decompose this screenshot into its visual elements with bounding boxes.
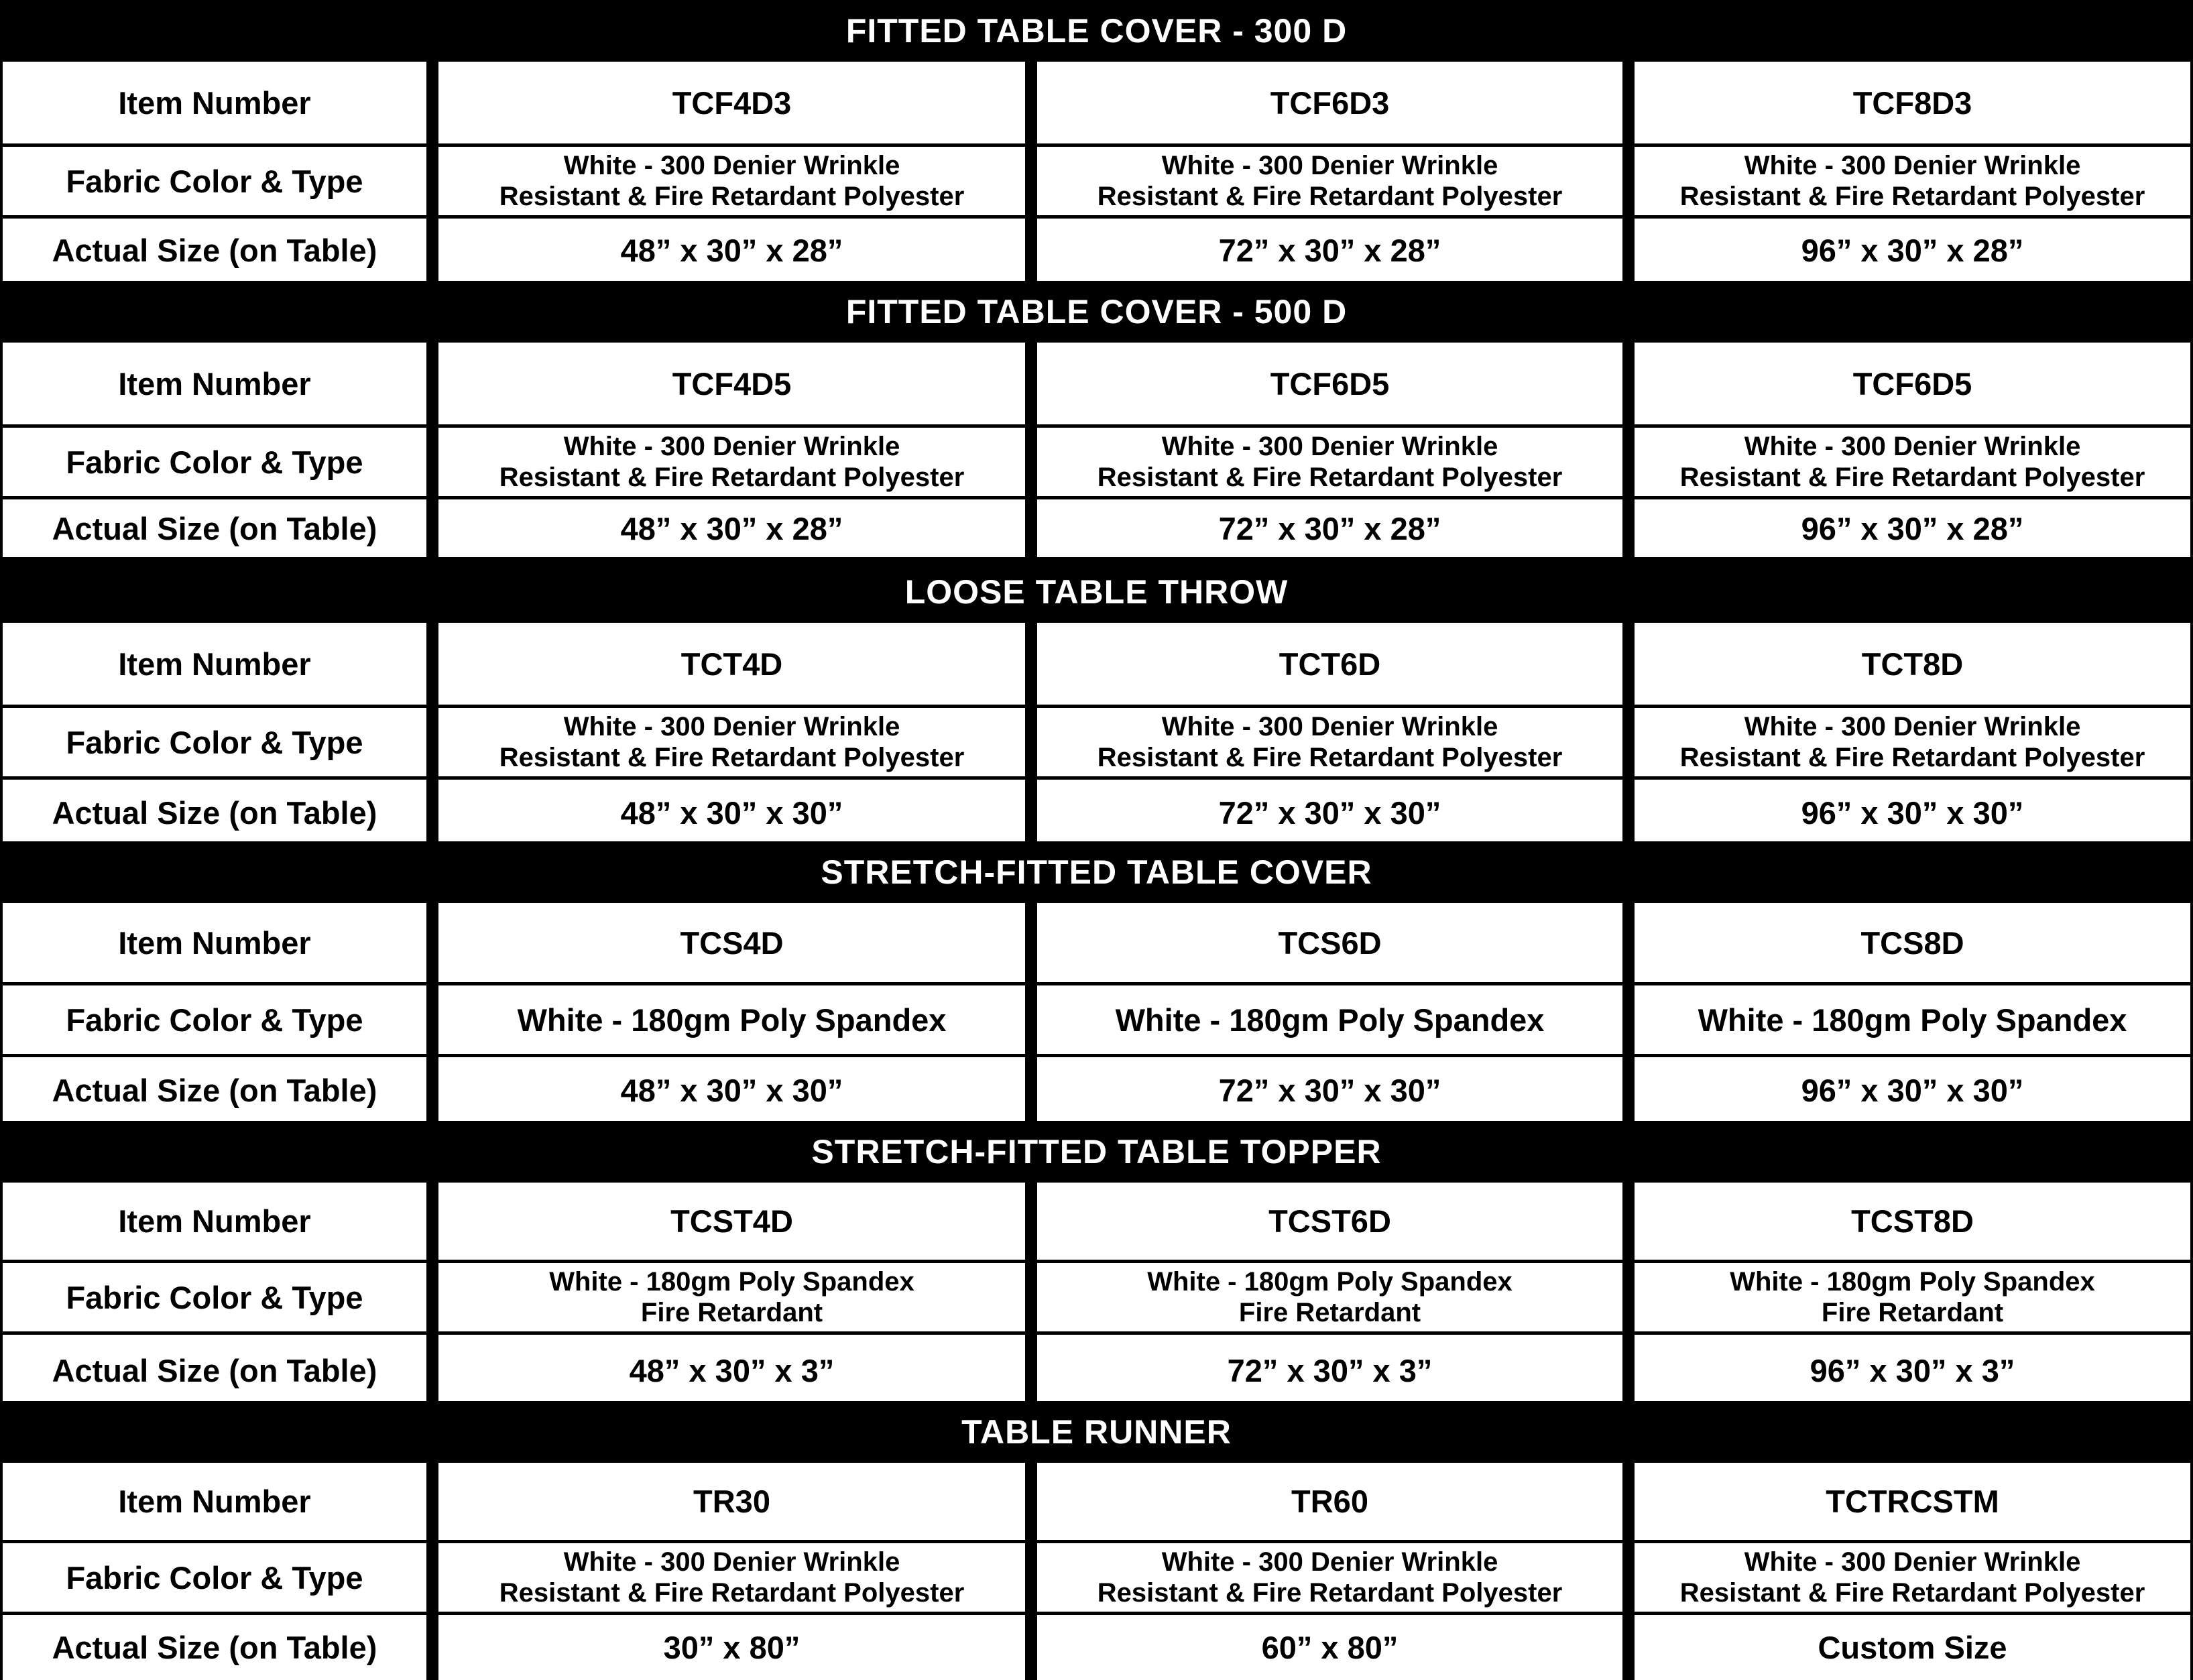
fabric-text	[1116, 1002, 1545, 1038]
row-label	[3, 903, 426, 982]
item-number-cell	[1635, 62, 2190, 143]
row-label	[3, 62, 426, 143]
item-number: TR60	[1291, 1484, 1368, 1519]
item-number-cell	[1037, 1463, 1622, 1540]
row-label	[3, 708, 426, 776]
row-label-text: Item Number	[118, 1484, 311, 1519]
actual-size: 72” x 30” x 30”	[1218, 794, 1441, 831]
item-number: TCST6D	[1268, 1203, 1391, 1239]
fabric-line: Fire Retardant	[1238, 1298, 1421, 1327]
item-number-cell	[1037, 903, 1622, 982]
row-label	[3, 1615, 426, 1680]
fabric-line: Resistant & Fire Retardant Polyester	[499, 1578, 965, 1608]
actual-size: 72” x 30” x 30”	[1218, 1072, 1441, 1108]
row-label	[3, 499, 426, 557]
fabric-text	[1698, 1002, 2127, 1038]
fabric-text	[1680, 150, 2145, 212]
actual-size: 48” x 30” x 30”	[620, 794, 843, 831]
size-cell	[1635, 780, 2190, 845]
fabric-line: Resistant & Fire Retardant Polyester	[1097, 463, 1563, 492]
row-label-text: Actual Size (on Table)	[52, 794, 377, 831]
item-number: TCST8D	[1851, 1203, 1974, 1239]
fabric-line: White - 300 Denier Wrinkle	[563, 432, 900, 461]
fabric-text	[1098, 711, 1563, 773]
fabric-text	[1680, 711, 2145, 773]
actual-size: 72” x 30” x 28”	[1218, 510, 1441, 546]
row-label-text: Item Number	[118, 924, 311, 961]
fabric-text	[549, 1266, 914, 1328]
row-label-text: Item Number	[118, 84, 311, 121]
fabric-text	[1147, 1266, 1513, 1328]
fabric-cell	[1037, 1543, 1622, 1612]
size-cell	[1037, 499, 1622, 557]
fabric-text	[499, 1547, 965, 1608]
size-cell	[438, 1335, 1025, 1406]
fabric-cell	[1037, 985, 1622, 1054]
fabric-line: Resistant & Fire Retardant Polyester	[1679, 182, 2145, 211]
fabric-line: White - 300 Denier Wrinkle	[563, 151, 900, 180]
row-label	[3, 1543, 426, 1612]
fabric-cell	[1635, 708, 2190, 776]
fabric-line: Resistant & Fire Retardant Polyester	[1097, 182, 1563, 211]
size-cell	[438, 499, 1025, 557]
size-cell	[1037, 1057, 1622, 1123]
size-cell	[1037, 1335, 1622, 1406]
actual-size: 96” x 30” x 28”	[1801, 510, 2024, 546]
size-cell	[438, 1057, 1025, 1123]
item-number: TCTRCSTM	[1826, 1484, 1999, 1519]
item-number: TCST4D	[670, 1203, 793, 1239]
fabric-line: Resistant & Fire Retardant Polyester	[1097, 1578, 1563, 1608]
size-cell	[438, 1615, 1025, 1680]
size-cell	[438, 780, 1025, 845]
item-number-cell	[1037, 343, 1622, 424]
row-label	[3, 1463, 426, 1540]
fabric-text	[499, 711, 965, 773]
item-number: TCT8D	[1861, 646, 1964, 682]
item-number: TCS6D	[1278, 924, 1382, 961]
section-title: LOOSE TABLE THROW	[0, 561, 2193, 623]
fabric-line: White - 300 Denier Wrinkle	[563, 712, 900, 741]
row-label-text: Fabric Color & Type	[66, 444, 363, 480]
item-number-cell	[1635, 1183, 2190, 1260]
row-label-text: Fabric Color & Type	[66, 1002, 363, 1038]
row-label	[3, 1057, 426, 1123]
item-number-cell	[1037, 623, 1622, 705]
fabric-line: Resistant & Fire Retardant Polyester	[1679, 743, 2145, 772]
fabric-line: White - 300 Denier Wrinkle	[1744, 432, 2081, 461]
fabric-line: White - 300 Denier Wrinkle	[1161, 432, 1498, 461]
actual-size: 30” x 80”	[663, 1630, 801, 1665]
fabric-text	[1680, 431, 2145, 493]
fabric-text	[1098, 150, 1563, 212]
item-number-cell	[438, 1183, 1025, 1260]
fabric-cell	[438, 1263, 1025, 1331]
item-number-cell	[438, 1463, 1025, 1540]
section-title: STRETCH-FITTED TABLE COVER	[0, 841, 2193, 903]
actual-size: 96” x 30” x 30”	[1801, 1072, 2024, 1108]
fabric-text	[1098, 1547, 1563, 1608]
fabric-cell	[1635, 985, 2190, 1054]
item-number-cell	[1037, 1183, 1622, 1260]
item-number-cell	[438, 623, 1025, 705]
fabric-line: White - 300 Denier Wrinkle	[1161, 712, 1498, 741]
fabric-text	[1098, 431, 1563, 493]
row-label-text: Item Number	[118, 1203, 311, 1239]
row-label-text: Actual Size (on Table)	[52, 510, 377, 546]
item-number-cell	[1635, 903, 2190, 982]
fabric-line: White - 180gm Poly Spandex	[1730, 1267, 2095, 1297]
size-cell	[1635, 219, 2190, 282]
actual-size: 72” x 30” x 28”	[1218, 233, 1441, 268]
fabric-cell	[1635, 147, 2190, 215]
row-label	[3, 780, 426, 845]
fabric-line: White - 180gm Poly Spandex	[1115, 1002, 1545, 1038]
row-label	[3, 623, 426, 705]
fabric-text	[1680, 1547, 2145, 1608]
fabric-line: Resistant & Fire Retardant Polyester	[1679, 463, 2145, 492]
fabric-line: White - 300 Denier Wrinkle	[1161, 151, 1498, 180]
fabric-line: White - 300 Denier Wrinkle	[1744, 712, 2081, 741]
fabric-text	[499, 431, 965, 493]
fabric-line: White - 300 Denier Wrinkle	[1744, 151, 2081, 180]
fabric-line: White - 300 Denier Wrinkle	[1161, 1547, 1498, 1577]
fabric-text	[518, 1002, 947, 1038]
size-cell	[438, 219, 1025, 282]
item-number-cell	[438, 62, 1025, 143]
fabric-line: White - 180gm Poly Spandex	[1698, 1002, 2127, 1038]
fabric-cell	[1635, 428, 2190, 496]
size-cell	[1037, 1615, 1622, 1680]
section-title: FITTED TABLE COVER - 300 D	[0, 0, 2193, 62]
section-title: STRETCH-FITTED TABLE TOPPER	[0, 1121, 2193, 1183]
row-label-text: Fabric Color & Type	[66, 1279, 363, 1315]
row-label-text: Actual Size (on Table)	[52, 1352, 377, 1388]
actual-size: Custom Size	[1818, 1630, 2007, 1665]
item-number: TCF4D3	[672, 84, 792, 121]
row-label-text: Fabric Color & Type	[66, 163, 363, 199]
fabric-line: White - 180gm Poly Spandex	[517, 1002, 947, 1038]
item-number: TCF6D5	[1852, 365, 1972, 402]
actual-size: 96” x 30” x 3”	[1810, 1352, 2015, 1388]
item-number-cell	[1635, 343, 2190, 424]
actual-size: 96” x 30” x 30”	[1801, 794, 2024, 831]
size-cell	[1635, 499, 2190, 557]
item-number: TCS8D	[1860, 924, 1964, 961]
item-number: TCF6D3	[1270, 84, 1390, 121]
item-number-cell	[1037, 62, 1622, 143]
item-number-cell	[1635, 623, 2190, 705]
row-label	[3, 219, 426, 282]
fabric-cell	[1635, 1263, 2190, 1331]
row-label-text: Actual Size (on Table)	[52, 1630, 377, 1665]
row-label	[3, 1183, 426, 1260]
actual-size: 48” x 30” x 28”	[620, 510, 843, 546]
size-cell	[1635, 1615, 2190, 1680]
fabric-cell	[1037, 1263, 1622, 1331]
size-cell	[1037, 219, 1622, 282]
row-label	[3, 985, 426, 1054]
fabric-cell	[438, 428, 1025, 496]
fabric-cell	[438, 985, 1025, 1054]
fabric-cell	[1037, 708, 1622, 776]
row-label-text: Item Number	[118, 646, 311, 682]
item-number-cell	[438, 903, 1025, 982]
fabric-cell	[1037, 428, 1622, 496]
item-number: TCT4D	[680, 646, 783, 682]
fabric-cell	[1635, 1543, 2190, 1612]
fabric-line: Resistant & Fire Retardant Polyester	[499, 463, 965, 492]
size-cell	[1037, 780, 1622, 845]
fabric-cell	[438, 1543, 1025, 1612]
row-label-text: Actual Size (on Table)	[52, 233, 377, 268]
fabric-line: White - 180gm Poly Spandex	[1147, 1267, 1513, 1297]
fabric-line: White - 300 Denier Wrinkle	[1744, 1547, 2081, 1577]
row-label	[3, 343, 426, 424]
fabric-line: Fire Retardant	[1821, 1298, 2004, 1327]
row-label-text: Fabric Color & Type	[66, 724, 363, 760]
section-title: TABLE RUNNER	[0, 1401, 2193, 1463]
actual-size: 48” x 30” x 30”	[620, 1072, 843, 1108]
fabric-line: Fire Retardant	[640, 1298, 823, 1327]
fabric-line: White - 300 Denier Wrinkle	[563, 1547, 900, 1577]
item-number: TCF4D5	[672, 365, 792, 402]
row-label-text: Item Number	[118, 365, 311, 402]
fabric-cell	[438, 708, 1025, 776]
actual-size: 60” x 80”	[1261, 1630, 1399, 1665]
row-label-text: Actual Size (on Table)	[52, 1072, 377, 1108]
row-label	[3, 1263, 426, 1331]
size-cell	[1635, 1335, 2190, 1406]
item-number: TCT6D	[1279, 646, 1381, 682]
fabric-line: White - 180gm Poly Spandex	[549, 1267, 914, 1297]
row-label	[3, 1335, 426, 1406]
fabric-text	[499, 150, 965, 212]
actual-size: 96” x 30” x 28”	[1801, 233, 2024, 268]
size-cell	[1635, 1057, 2190, 1123]
item-number: TCS4D	[680, 924, 784, 961]
fabric-cell	[1037, 147, 1622, 215]
fabric-line: Resistant & Fire Retardant Polyester	[1679, 1578, 2145, 1608]
row-label	[3, 428, 426, 496]
fabric-line: Resistant & Fire Retardant Polyester	[499, 743, 965, 772]
fabric-line: Resistant & Fire Retardant Polyester	[499, 182, 965, 211]
item-number-cell	[438, 343, 1025, 424]
fabric-text	[1730, 1266, 2095, 1328]
row-label	[3, 147, 426, 215]
item-number: TCF8D3	[1852, 84, 1972, 121]
actual-size: 48” x 30” x 3”	[629, 1352, 835, 1388]
actual-size: 72” x 30” x 3”	[1227, 1352, 1433, 1388]
fabric-line: Resistant & Fire Retardant Polyester	[1097, 743, 1563, 772]
section-title: FITTED TABLE COVER - 500 D	[0, 281, 2193, 343]
fabric-cell	[438, 147, 1025, 215]
item-number: TR30	[693, 1484, 770, 1519]
item-number-cell	[1635, 1463, 2190, 1540]
row-label-text: Fabric Color & Type	[66, 1559, 363, 1596]
item-number: TCF6D5	[1270, 365, 1390, 402]
actual-size: 48” x 30” x 28”	[620, 233, 843, 268]
